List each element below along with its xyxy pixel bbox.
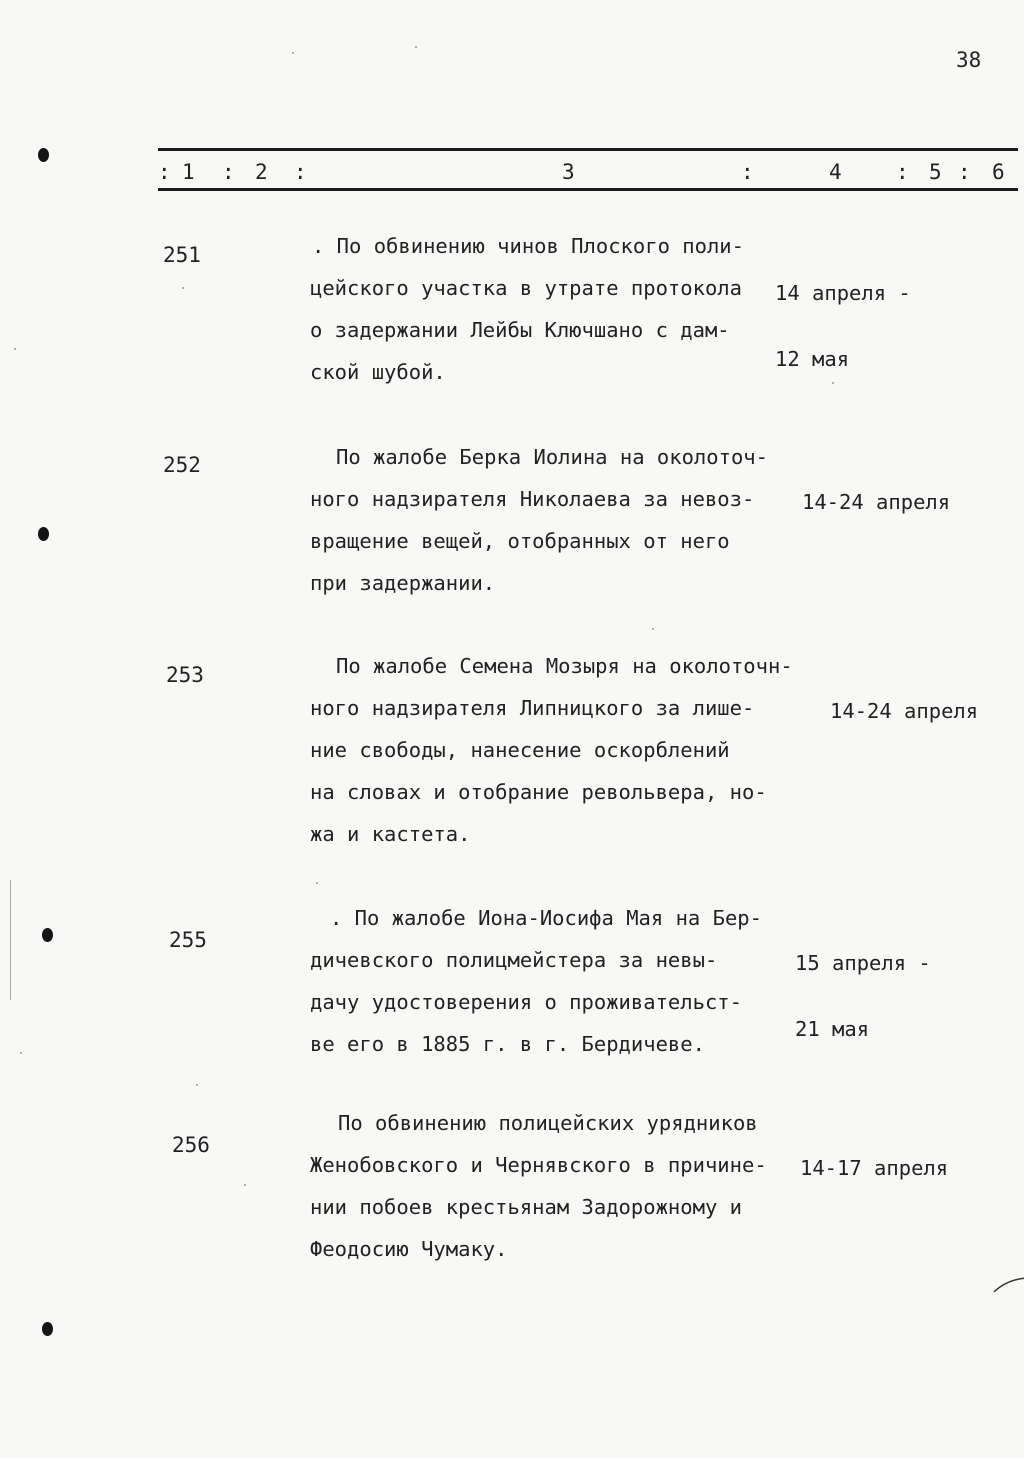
record-dates — [795, 908, 931, 1084]
scan-speck — [182, 287, 184, 289]
punch-hole-mark — [42, 928, 53, 942]
description-line: ного надзирателя Николаева за невоз- — [310, 487, 755, 511]
table-header-bottom-rule — [158, 188, 1018, 191]
scan-speck — [316, 882, 318, 884]
punch-hole-mark — [38, 148, 49, 162]
description-line: о задержании Лейбы Ключшано с дам- — [310, 318, 730, 342]
record-description — [310, 645, 793, 855]
date-line: 21 мая — [795, 1017, 870, 1041]
description-line: цейского участка в утрате протокола — [310, 276, 742, 300]
column-header-5: 5 — [929, 160, 942, 184]
record-number: 251 — [163, 243, 201, 267]
record-number: 252 — [163, 453, 201, 477]
scan-speck — [832, 382, 834, 384]
page-number: 38 — [956, 48, 982, 72]
scan-speck — [244, 1184, 246, 1186]
date-line: 14-17 апреля — [800, 1156, 949, 1180]
record-number: 256 — [172, 1133, 210, 1157]
scan-edge-line — [10, 880, 11, 1000]
column-separator: : — [958, 160, 971, 184]
column-separator: : — [741, 160, 754, 184]
description-line: Феодосию Чумаку. — [310, 1237, 508, 1261]
scan-scratch-mark — [992, 1270, 1024, 1300]
column-separator: : — [158, 160, 171, 184]
record-description — [310, 1102, 790, 1270]
record-description — [310, 225, 790, 393]
date-line: 12 мая — [775, 347, 850, 371]
description-line: ние свободы, нанесение оскорблений — [310, 738, 730, 762]
table-header-top-rule — [158, 148, 1018, 151]
scan-speck — [415, 46, 417, 48]
record-dates — [775, 238, 911, 414]
description-line: ного надзирателя Липницкого за лише- — [310, 696, 755, 720]
record-number: 255 — [169, 928, 207, 952]
description-line: при задержании. — [310, 571, 496, 595]
scan-speck — [14, 348, 16, 350]
description-line: дачу удостоверения о проживательст- — [310, 990, 742, 1014]
description-line: жа и кастета. — [310, 822, 471, 846]
scan-speck — [652, 628, 654, 630]
record-dates — [830, 656, 978, 766]
date-line: 14 апреля - — [775, 281, 911, 305]
scan-speck — [292, 52, 294, 54]
column-separator: : — [222, 160, 235, 184]
description-line: По жалобе Семена Мозыря на околоточн- — [336, 654, 793, 678]
scan-speck — [196, 1084, 198, 1086]
description-line: По жалобе Берка Иолина на околоточ- — [336, 445, 768, 469]
description-line: дичевского полицмейстера за невы- — [310, 948, 718, 972]
description-line: По обвинению полицейских урядников — [338, 1111, 758, 1135]
record-dates — [802, 447, 950, 557]
scan-speck — [20, 1052, 22, 1054]
description-line: . По жалобе Иона-Иосифа Мая на Бер- — [330, 906, 762, 930]
column-separator: : — [896, 160, 909, 184]
date-line: 14-24 апреля — [830, 699, 979, 723]
punch-hole-mark — [42, 1322, 53, 1336]
punch-hole-mark — [38, 527, 49, 541]
column-header-6: 6 — [992, 160, 1005, 184]
column-header-4: 4 — [829, 160, 842, 184]
column-header-2: 2 — [255, 160, 268, 184]
description-line: Женобовского и Чернявского в причине- — [310, 1153, 767, 1177]
description-line: вращение вещей, отобранных от него — [310, 529, 730, 553]
description-line: ве его в 1885 г. в г. Бердичеве. — [310, 1032, 705, 1056]
record-number: 253 — [166, 663, 204, 687]
column-header-3: 3 — [562, 160, 575, 184]
record-description — [310, 436, 790, 604]
record-description — [310, 897, 790, 1065]
date-line: 15 апреля - — [795, 951, 931, 975]
date-line: 14-24 апреля — [802, 490, 951, 514]
description-line: нии побоев крестьянам Задорожному и — [310, 1195, 742, 1219]
column-header-1: 1 — [182, 160, 195, 184]
description-line: на словах и отобрание револьвера, но- — [310, 780, 767, 804]
description-line: ской шубой. — [310, 360, 446, 384]
record-dates — [800, 1113, 948, 1223]
column-separator: : — [294, 160, 307, 184]
description-line: . По обвинению чинов Плоского поли- — [312, 234, 744, 258]
